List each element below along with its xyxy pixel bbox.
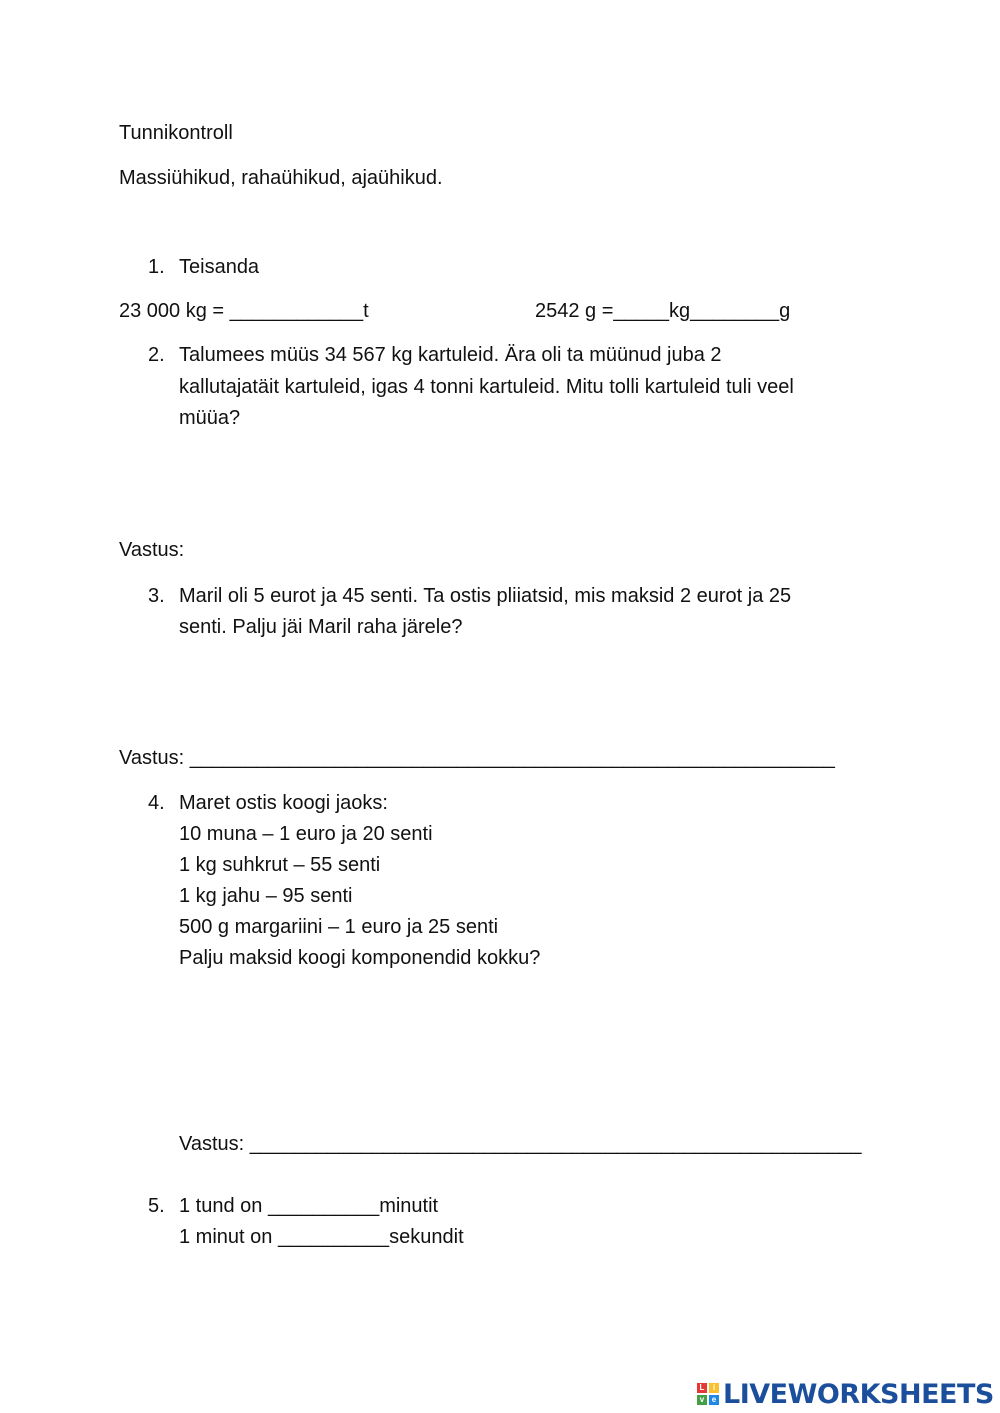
question-1-part-b: 2542 g =_____kg________g [535, 300, 791, 322]
question-4-line: Palju maksid koogi komponendid kokku? [179, 947, 541, 969]
page-subtitle: Massiühikud, rahaühikud, ajaühikud. [119, 167, 443, 189]
question-5-number: 5. [148, 1195, 165, 1217]
question-4-line: Maret ostis koogi jaoks: [179, 792, 388, 814]
question-2-answer-label: Vastus: [119, 539, 185, 561]
question-4-line: 1 kg jahu – 95 senti [179, 885, 353, 907]
logo-letter: v [697, 1395, 707, 1405]
logo-letter: L [697, 1383, 707, 1393]
question-2-line: Talumees müüs 34 567 kg kartuleid. Ära oli ta müünud juba 2 [179, 344, 722, 366]
question-5-line: 1 minut on __________sekundit [179, 1226, 464, 1248]
logo-letter: i [709, 1383, 719, 1393]
page-title: Tunnikontroll [119, 122, 233, 144]
question-4-answer-line: Vastus: _______________________________________________________ [179, 1133, 862, 1155]
question-4-number: 4. [148, 792, 165, 814]
question-1-number: 1. [148, 256, 165, 278]
question-4-line: 1 kg suhkrut – 55 senti [179, 854, 381, 876]
logo-text: LIVEWORKSHEETS [723, 1378, 994, 1410]
liveworksheets-logo[interactable] [697, 1378, 994, 1410]
question-1-text: Teisanda [179, 256, 260, 278]
question-3-line: senti. Palju jäi Maril raha järele? [179, 616, 463, 638]
question-2-line: kallutajatäit kartuleid, igas 4 tonni kartuleid. Mitu tolli kartuleid tuli veel [179, 376, 794, 398]
question-3-answer-line: Vastus: __________________________________________________________ [119, 747, 835, 769]
question-2-number: 2. [148, 344, 165, 366]
question-2-line: müüa? [179, 407, 241, 429]
question-1-part-a: 23 000 kg = ____________t [119, 300, 369, 322]
question-3-line: Maril oli 5 eurot ja 45 senti. Ta ostis pliiatsid, mis maksid 2 eurot ja 25 [179, 585, 792, 607]
question-4-line: 500 g margariini – 1 euro ja 25 senti [179, 916, 499, 938]
question-3-number: 3. [148, 585, 165, 607]
question-4-line: 10 muna – 1 euro ja 20 senti [179, 823, 433, 845]
logo-mark-icon [697, 1383, 719, 1405]
question-5-line: 1 tund on __________minutit [179, 1195, 439, 1217]
logo-letter: e [709, 1395, 719, 1405]
